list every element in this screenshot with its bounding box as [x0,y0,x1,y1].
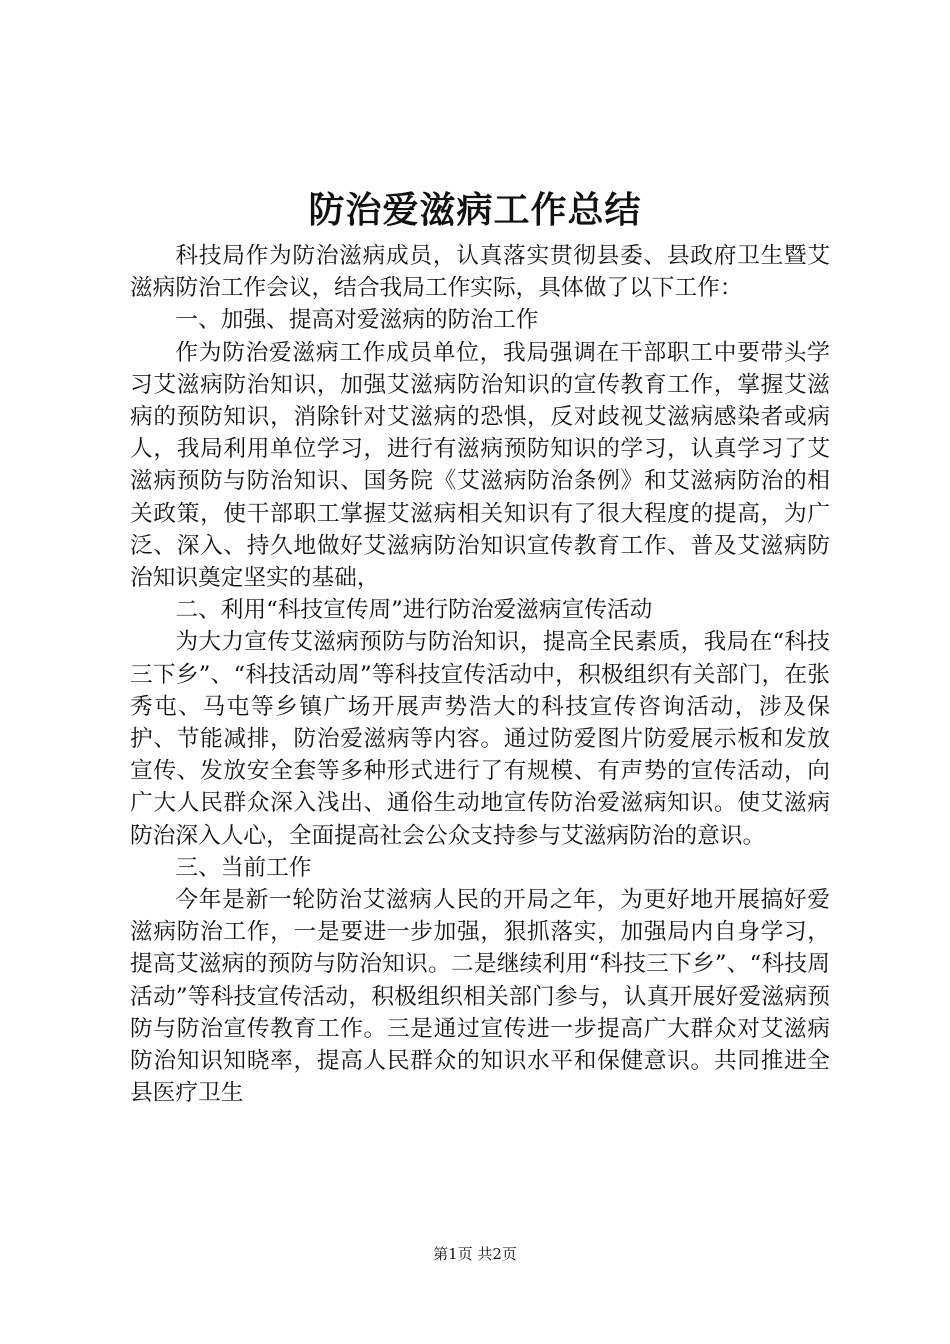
section-heading-3: 三、当前工作 [175,854,312,881]
document-title: 防治爱滋病工作总结 [308,189,642,231]
paragraph-section-1: 作为防治爱滋病工作成员单位，我局强调在干部职工中要带头学习艾滋病防治知识，加强艾滋病防治知识的宣传教育工作，掌握艾滋病的预防知识，消除针对艾滋病的恐惧，反对歧视艾滋病感染者或病人，我局利用单位学习，进行有滋病预防知识的学习，认真学习了艾滋病预防与防治知识、国务院《艾滋病防治条例》和艾滋病防治的相关政策，使干部职工掌握艾滋病相关知识有了很大程度的提高，为广泛、深入、持久地做好艾滋病防治知识宣传教育工作、普及艾滋病防治知识奠定坚实的基础， [130,339,830,592]
document-body [130,240,830,1109]
section-heading-2: 二、利用“科技宣传周”进行防治爱滋病宣传活动 [175,597,653,624]
paragraph-section-2: 为大力宣传艾滋病预防与防治知识，提高全民素质，我局在“科技三下乡”、“科技活动周”等科技宣传活动中，积极组织有关部门，在张秀屯、马屯等乡镇广场开展声势浩大的科技宣传咨询活动，涉及保护、节能减排，防治爱滋病等内容。通过防爱图片防爱展示板和发放宣传、发放安全套等多种形式进行了有规模、有声势的宣传活动，向广大人民群众深入浅出、通俗生动地宣传防治爱滋病知识。使艾滋病防治深入人心，全面提高社会公众支持参与艾滋病防治的意识。 [130,629,830,849]
page-number-footer: 第1页 共2页 [433,1245,517,1263]
paragraph-section-3: 今年是新一轮防治艾滋病人民的开局之年，为更好地开展搞好爱滋病防治工作，一是要进一步加强，狠抓落实，加强局内自身学习，提高艾滋病的预防与防治知识。二是继续利用“科技三下乡”、“科技周活动”等科技宣传活动，积极组织相关部门参与，认真开展好爱滋病预防与防治宣传教育工作。三是通过宣传进一步提高广大群众对艾滋病防治知识知晓率，提高人民群众的知识水平和保健意识。共同推进全县医疗卫生 [130,887,830,1107]
section-heading-1: 一、加强、提高对爱滋病的防治工作 [175,307,539,334]
paragraph-intro: 科技局作为防治滋病成员，认真落实贯彻县委、县政府卫生暨艾滋病防治工作会议，结合我局工作实际，具体做了以下工作： [130,243,830,302]
